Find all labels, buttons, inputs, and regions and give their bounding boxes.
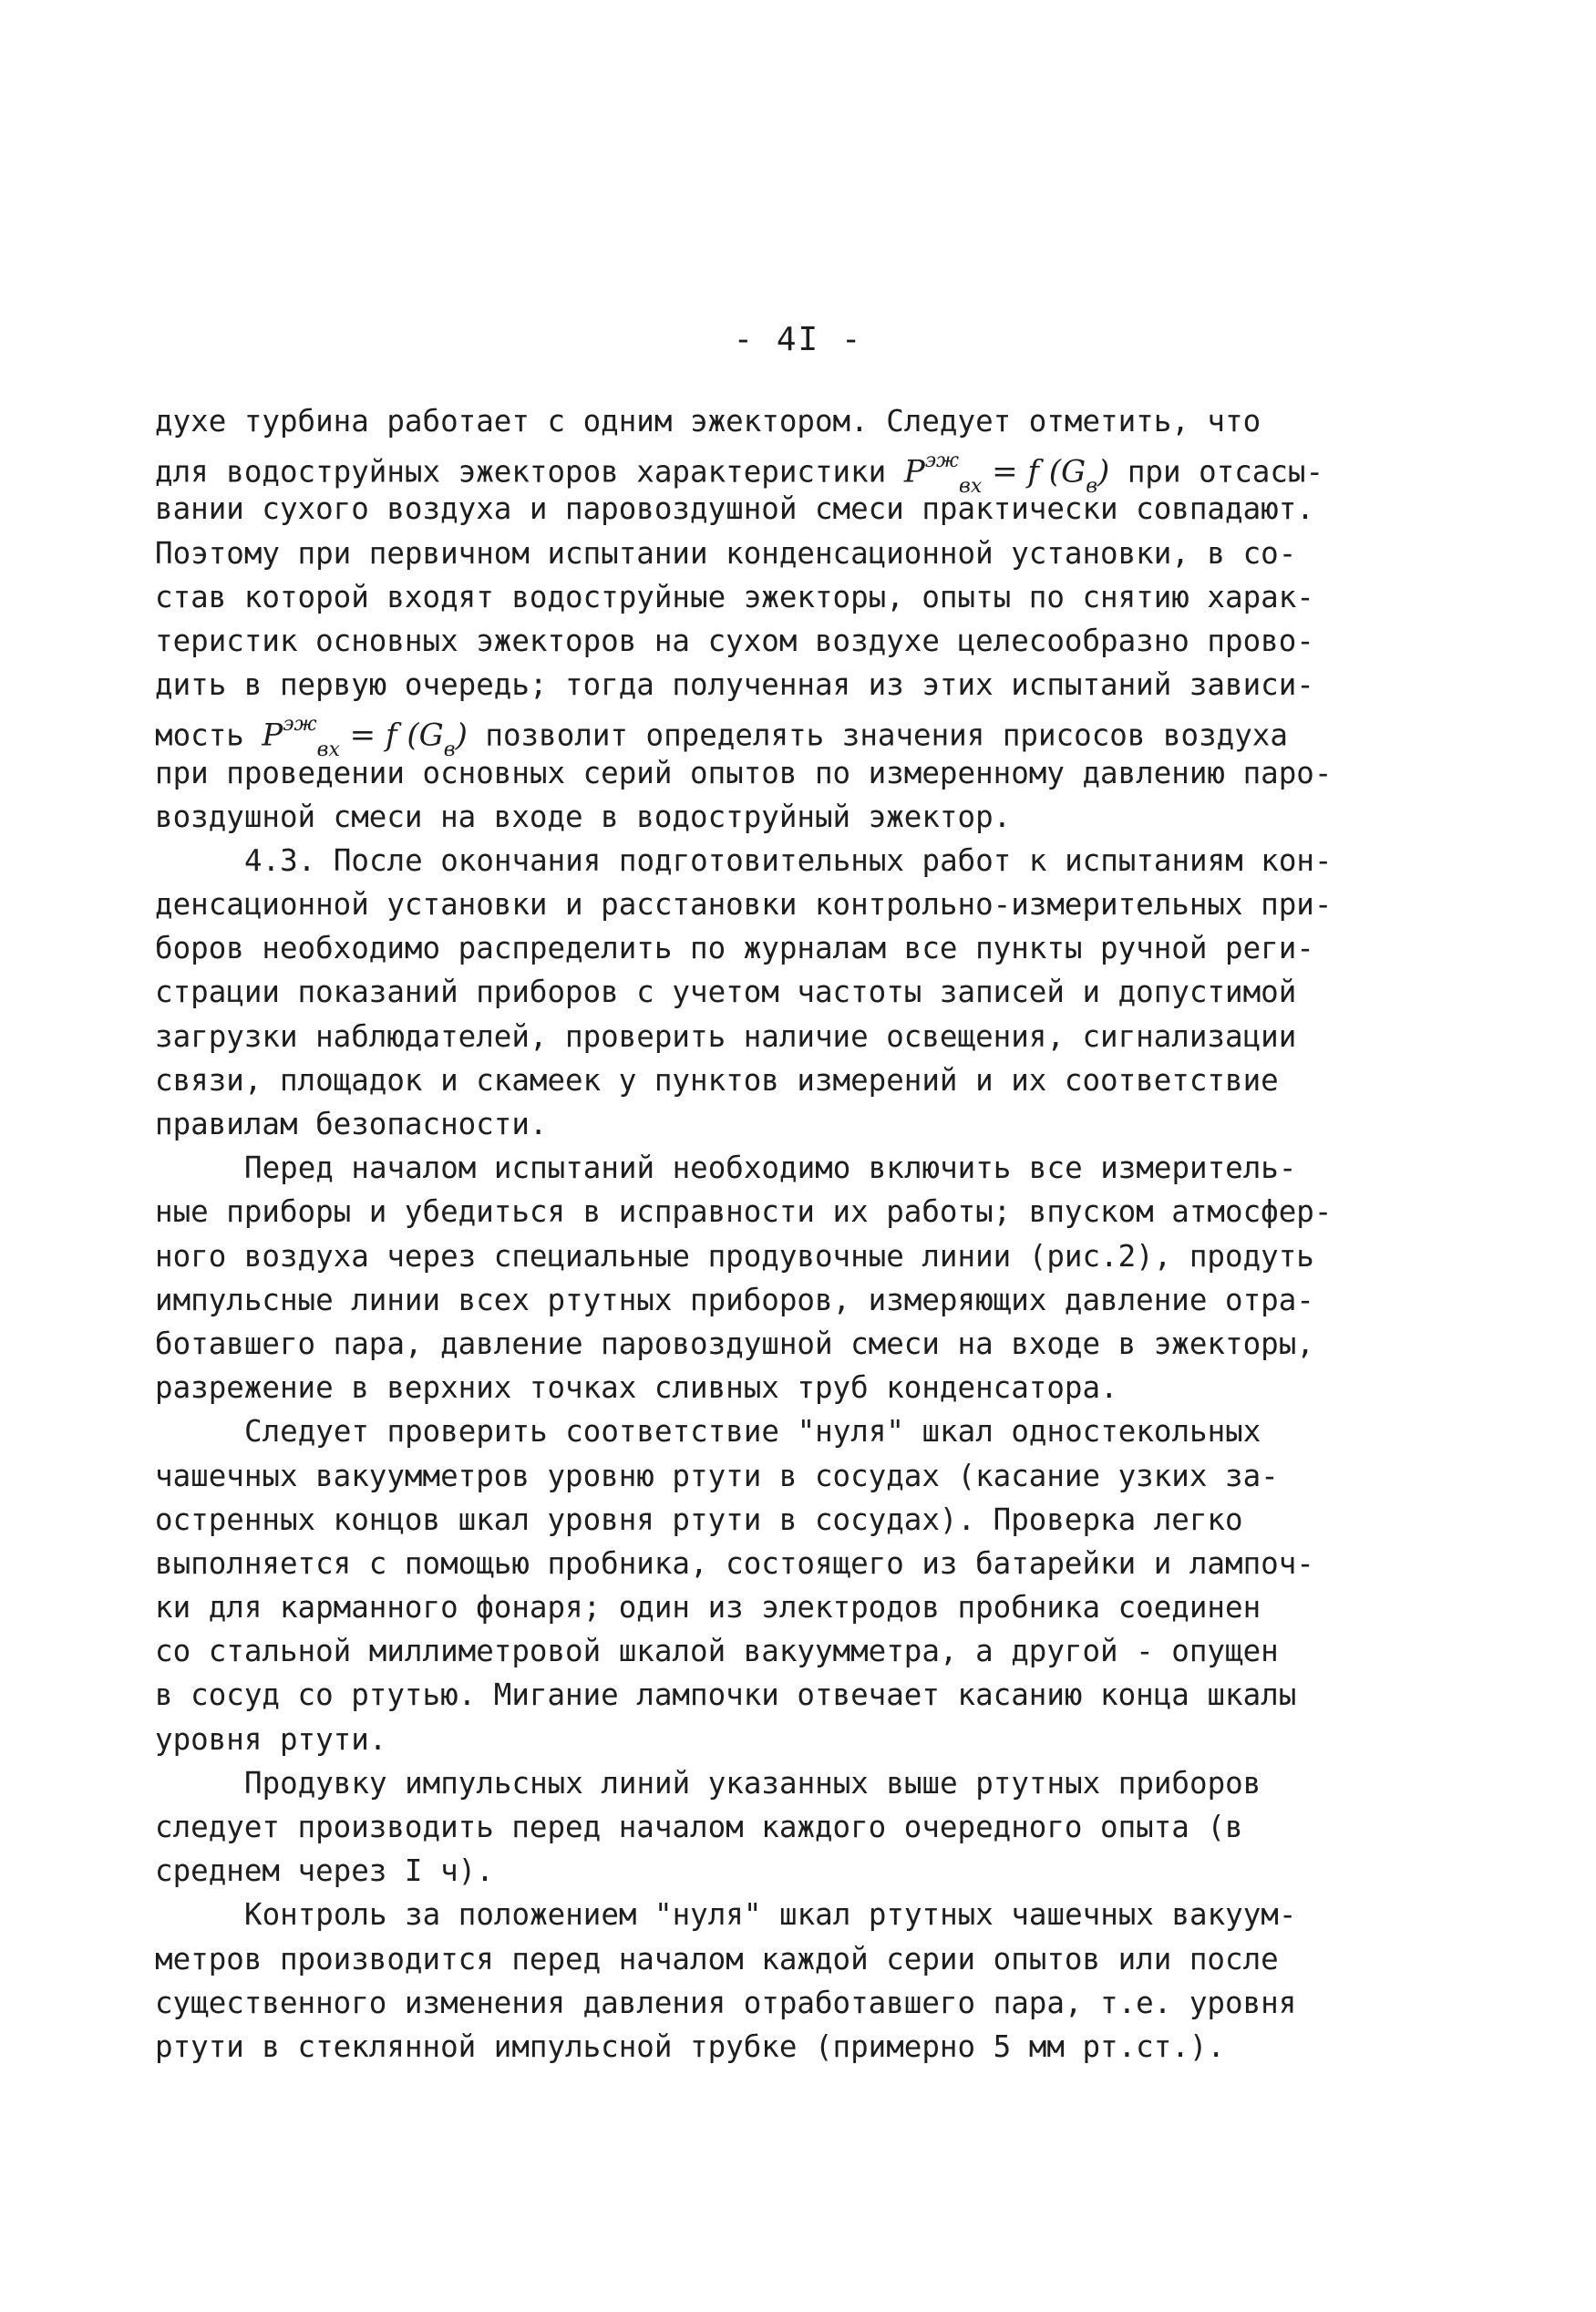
formula-symbol: P [262,717,283,754]
text-line: в сосуд со ртутью. Мигание лампочки отвечает касанию конца шкалы [155,1677,1297,1713]
formula-superscript: эж [924,449,960,473]
paragraph [155,399,1340,839]
text-line: ного воздуха через специальные продувочные линии (рис.2), продуть [155,1238,1314,1274]
text-line: Продувку импульсных линий указанных выше ртутных приборов [244,1765,1261,1801]
text-line: Перед началом испытаний необходимо включить все измеритель- [244,1151,1297,1186]
text-line: среднем через I ч). [155,1853,494,1889]
text-line: Контроль за положением "нуля" шкал ртутных чашечных вакуум- [244,1897,1297,1933]
text-line: духе турбина работает с одним эжектором. Следует отметить, что [155,404,1261,439]
formula-symbol: P [903,453,925,490]
text-line: метров производится перед началом каждой серии опытов или после [155,1941,1279,1977]
text-line: дить в первую очередь; тогда полученная из этих испытаний зависи- [155,667,1314,703]
text-line: следует производить перед началом каждого очередного опыта (в [155,1810,1243,1844]
text-line: став которой входят водоструйные эжекторы, опыты по снятию харак- [155,579,1314,614]
formula-g-subscript: в [443,738,456,762]
text-line: импульсные линии всех ртутных приборов, измеряющих давление отра- [155,1282,1314,1317]
formula-g-subscript: в [1086,475,1097,499]
formula-p-ej-vx [904,443,1109,505]
text-line: Следует проверить соответствие "нуля" шкал одностекольных [244,1414,1261,1450]
text-line: загрузки наблюдателей, проверить наличие освещения, сигнализации [155,1018,1297,1054]
formula-subscript: вх [316,738,340,762]
text-line: существенного изменения давления отработавшего пара, т.е. уровня [155,1985,1297,2020]
text-line: 4.3. После окончания подготовительных работ к испытаниям кон- [244,842,1333,878]
text-line: правилам безопасности. [155,1107,548,1141]
text-line: связи, площадок и скамеек у пунктов измерений и их соответствие [155,1062,1279,1098]
formula-function: = f (G [982,453,1086,490]
text-line: выполняется с помощью пробника, состоящего из батарейки и лампоч- [155,1545,1314,1581]
text-line: ные приборы и убедиться в исправности их работы; впуском атмосфер- [155,1194,1333,1230]
paragraph [155,1761,1340,1894]
body-text [155,399,1340,2069]
formula-subscript: вх [959,475,983,499]
formula-superscript: эж [283,713,317,737]
text-line: денсационной установки и расстановки контрольно-измерительных при- [155,887,1333,923]
text-line: уровня ртути. [155,1721,387,1757]
text-line: ртути в стеклянной импульсной трубке (примерно 5 мм рт.ст.). [155,2028,1225,2064]
paragraph [155,1893,1340,2069]
text-line: боров необходимо распределить по журналам все пункты ручной реги- [155,931,1314,966]
text-line: остренных концов шкал уровня ртути в сосудах). Проверка легко [155,1502,1243,1537]
text-line: Поэтому при первичном испытании конденсационной установки, в со- [155,535,1297,571]
formula-function: = f (G [339,717,444,754]
text-line: при проведении основных серий опытов по измеренному давлению паро- [155,755,1333,790]
page-number: - 4I - [733,321,863,358]
text-line: ки для карманного фонаря; один из электродов пробника соединен [155,1590,1261,1626]
text-line: мость $P^{эж}_{вх} = f$ $(G_в)$ позволит определять значения присосов воздуха [155,707,1340,750]
text-line: для водоструйных эжекторов характеристики $P^{эж}_{вх} = f$ $(G_в)$ при отсасы- [155,443,1340,487]
formula-p-ej-vx [262,707,467,769]
paragraph [155,1409,1340,1761]
text-line: со стальной миллиметровой шкалой вакуумметра, а другой - опущен [155,1634,1279,1669]
text-line: разрежение в верхних точках сливных труб конденсатора. [155,1370,1118,1406]
paragraph [155,839,1340,1146]
text-line: страции показаний приборов с учетом частоты записей и допустимой [155,975,1297,1010]
text-line: чашечных вакуумметров уровню ртути в сосудах (касание узких за- [155,1458,1279,1493]
formula-close: ) [455,717,468,754]
text-line: воздушной смеси на входе в водоструйный эжектор. [155,799,1012,834]
text-line: ботавшего пара, давление паровоздушной смеси на входе в эжекторы, [155,1326,1314,1361]
paragraph [155,1146,1340,1409]
text-line: вании сухого воздуха и паровоздушной смеси практически совпадают. [155,491,1314,527]
text-line: теристик основных эжекторов на сухом воздухе целесообразно прово- [155,623,1314,658]
formula-close: ) [1097,453,1110,490]
